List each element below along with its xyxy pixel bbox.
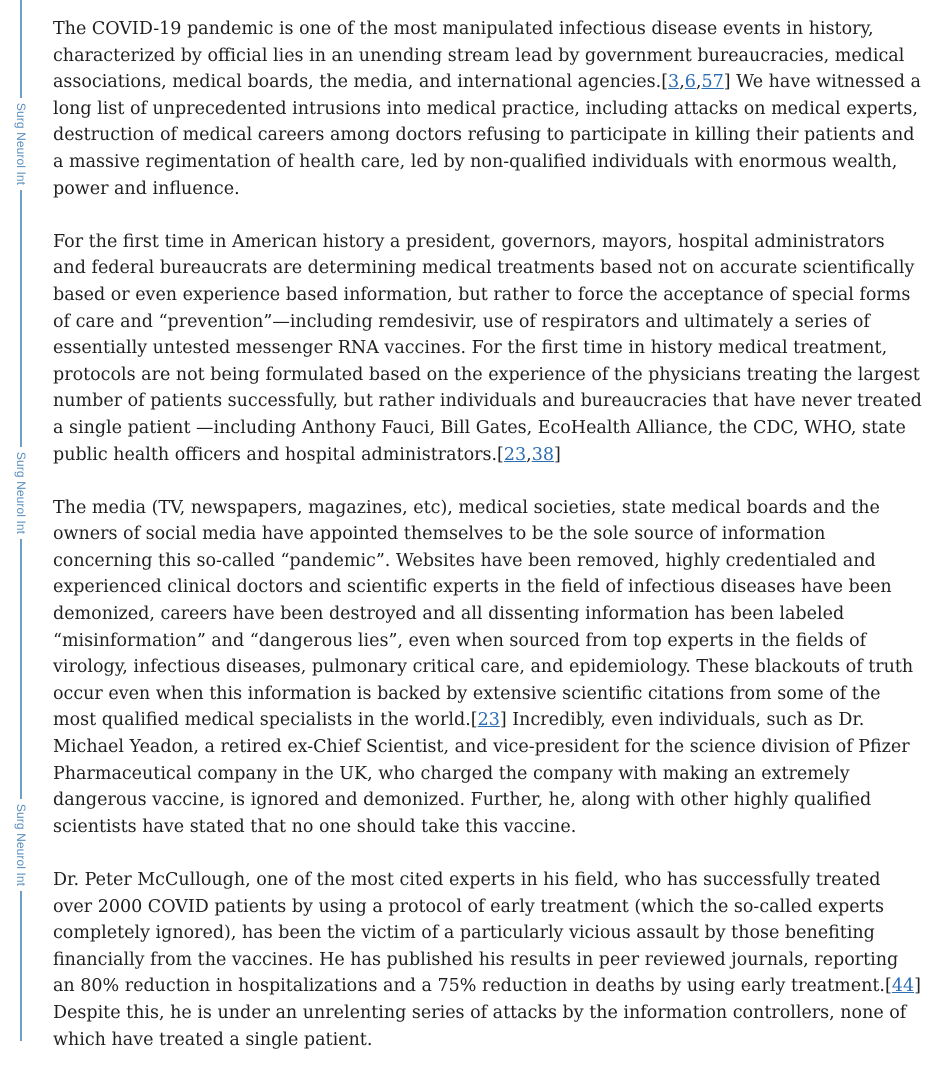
paragraph-text: ,	[526, 444, 532, 465]
paragraph-text: The COVID-19 pandemic is one of the most manipulated infectious disease events in history, characterized by official lies in an unending stream lead by government bureaucracies, medical associations, medical boards, the media, and international agencies.[	[53, 19, 905, 93]
paragraph	[53, 867, 923, 1053]
journal-running-label: Surg Neurol Int	[7, 447, 35, 539]
paragraph	[53, 229, 923, 468]
citation-link[interactable]: 3	[668, 72, 680, 93]
paragraph-text: For the first time in American history a president, governors, mayors, hospital administrators and federal bureaucrats are determining medical treatments based not on accurate scientifically based or even experience based information, but rather to force the acceptance of special forms of care and “prevention”—including remdesivir, use of respirators and ultimately a series of essentially untested messenger RNA vaccines. For the first time in history medical treatment, protocols are not being formulated based on the experience of the physicians treating the largest number of patients successfully, but rather individuals and bureaucracies that have never treated a single patient —including Anthony Fauci, Bill Gates, EcoHealth Alliance, the CDC, WHO, state public health officers and hospital administrators.[	[53, 231, 922, 465]
citation-link[interactable]: 38	[531, 444, 555, 465]
paragraph-text: The media (TV, newspapers, magazines, etc), medical societies, state medical boards and the owners of social media have appointed themselves to be the sole source of information concerning this so-called “pandemic”. Websites have been removed, highly credentialed and experienced clinical doctors and scientific experts in the field of infectious diseases have been demonized, careers have been destroyed and all dissenting information has been labeled “misinformation” and “dangerous lies”, even when sourced from top experts in the fields of virology, infectious diseases, pulmonary critical care, and epidemiology. These blackouts of truth occur even when this information is backed by extensive scientific citations from some of the most qualified medical specialists in the world.[	[53, 497, 914, 731]
paragraph-text: ]	[554, 444, 561, 465]
paragraph-text: ,	[679, 72, 685, 93]
paragraph	[53, 495, 923, 841]
paragraph-text: ] Despite this, he is under an unrelenting series of attacks by the information controllers, none of which have treated a single patient.	[53, 976, 921, 1050]
paragraph-text: Dr. Peter McCullough, one of the most cited experts in his field, who has successfully treated over 2000 COVID patients by using a protocol of early treatment (which the so-called experts completely ignored), has been the victim of a particularly vicious assault by those benefiting financially from the vaccines. He has published his results in peer reviewed journals, reporting an 80% reduction in hospitalizations and a 75% reduction in deaths by using early treatment.[	[53, 870, 899, 997]
citation-link[interactable]: 6	[684, 72, 696, 93]
citation-link[interactable]: 57	[701, 72, 724, 93]
journal-running-label: Surg Neurol Int	[7, 799, 35, 891]
article-body	[53, 16, 923, 1080]
citation-link[interactable]: 44	[891, 976, 915, 997]
citation-link[interactable]: 23	[477, 710, 500, 731]
journal-running-label: Surg Neurol Int	[7, 98, 35, 190]
citation-link[interactable]: 23	[503, 444, 527, 465]
paragraph-text: ] We have witnessed a long list of unprecedented intrusions into medical practice, including attacks on medical experts, destruction of medical careers among doctors refusing to participate in killing their patients and a massive regimentation of health care, led by non-qualified individuals with enormous wealth, power and influence.	[53, 72, 921, 199]
paragraph-text: ] Incredibly, even individuals, such as Dr. Michael Yeadon, a retired ex-Chief Scientist, and vice-president for the science division of Pfizer Pharmaceutical company in the UK, who charged the company with making an extremely dangerous vaccine, is ignored and demonized. Further, he, along with other highly qualified scientists have stated that no one should take this vaccine.	[53, 710, 910, 837]
paragraph	[53, 16, 923, 202]
paragraph-text: ,	[695, 72, 702, 93]
